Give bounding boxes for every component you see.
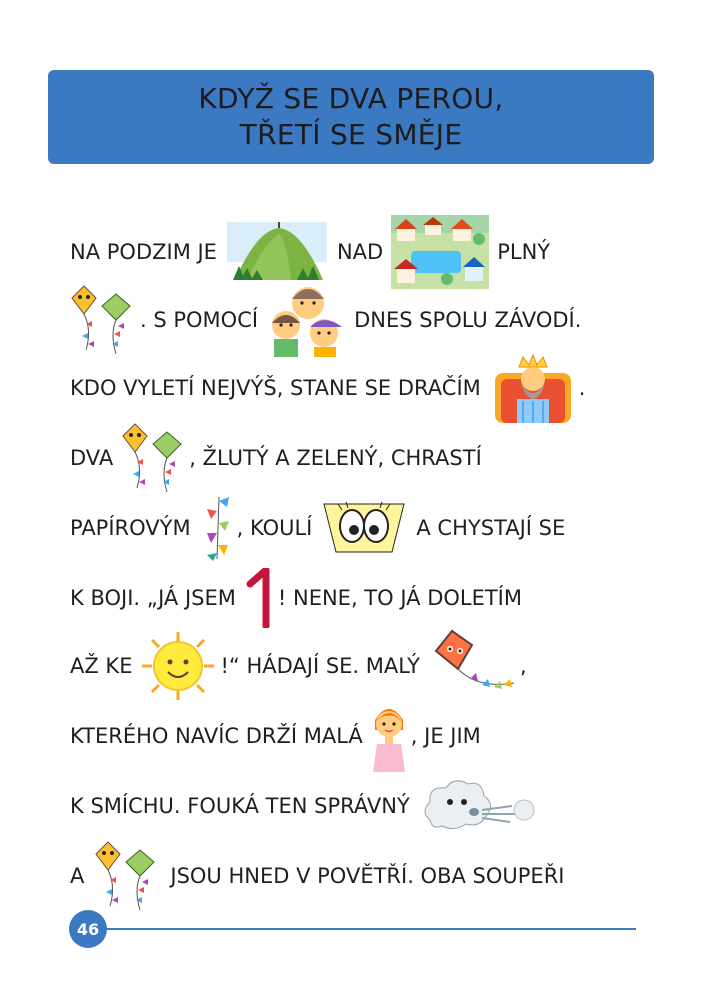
story-line-2 bbox=[70, 290, 670, 350]
two-kites-icon bbox=[121, 422, 187, 494]
line-7-text-2: !“ HÁDAJÍ SE. MALÝ bbox=[220, 654, 420, 678]
king-icon bbox=[491, 353, 575, 423]
line-8-text-1: KTERÉHO NAVÍC DRŽÍ MALÁ bbox=[70, 724, 363, 748]
kite-tail-icon bbox=[195, 495, 237, 561]
line-5-text-3: A CHYSTAJÍ SE bbox=[416, 516, 566, 540]
two-kites-icon bbox=[70, 284, 136, 356]
line-5-text-1: PAPÍROVÝM bbox=[70, 516, 191, 540]
footer-rule bbox=[104, 928, 636, 930]
title-line-2: TŘETÍ SE SMĚJE bbox=[239, 118, 463, 151]
wind-cloud-icon bbox=[420, 776, 538, 836]
village-icon bbox=[391, 215, 489, 289]
eyes-icon bbox=[322, 500, 406, 556]
line-10-text-2: JSOU HNED V POVĚTŘÍ. OBA SOUPEŘI bbox=[170, 864, 565, 888]
line-8-text-2: , JE JIM bbox=[410, 724, 481, 748]
small-kite-icon bbox=[428, 629, 518, 703]
line-6-text-2: ! NENE, TO JÁ DOLETÍM bbox=[277, 586, 522, 610]
line-10-text-1: A bbox=[70, 864, 85, 888]
title-banner bbox=[48, 70, 654, 164]
line-9-text-1: K SMÍCHU. FOUKÁ TEN SPRÁVNÝ bbox=[70, 794, 410, 818]
two-kites-icon bbox=[94, 840, 160, 912]
line-1-text-2: NAD bbox=[336, 240, 384, 264]
story-line-4 bbox=[70, 428, 670, 488]
line-2-text-2: DNES SPOLU ZÁVODÍ. bbox=[354, 308, 582, 332]
line-4-text-1: DVA bbox=[70, 446, 114, 470]
girl-icon bbox=[369, 700, 409, 772]
story-line-7 bbox=[70, 636, 670, 696]
story-line-1 bbox=[70, 222, 670, 282]
children-icon bbox=[264, 283, 348, 357]
line-1-text-3: PLNÝ bbox=[497, 240, 551, 264]
page-number: 46 bbox=[69, 910, 107, 948]
story-line-8 bbox=[70, 706, 670, 766]
hill-icon bbox=[227, 222, 327, 282]
line-4-text-2: , ŽLUTÝ A ZELENÝ, CHRASTÍ bbox=[189, 446, 482, 470]
line-5-text-2: , KOULÍ bbox=[236, 516, 313, 540]
line-7-text-1: AŽ KE bbox=[70, 654, 133, 678]
story-line-6 bbox=[70, 568, 670, 628]
line-1-text-1: NA PODZIM JE bbox=[70, 240, 217, 264]
number-one-icon bbox=[246, 568, 274, 628]
sun-icon bbox=[138, 630, 218, 702]
line-7-text-3: , bbox=[520, 654, 527, 678]
line-2-text-1: . S POMOCÍ bbox=[140, 308, 259, 332]
story-line-3 bbox=[70, 358, 670, 418]
story-line-5 bbox=[70, 498, 670, 558]
line-6-text-1: K BOJI. „JÁ JSEM bbox=[70, 586, 236, 610]
story-line-9 bbox=[70, 776, 670, 836]
line-3-text-1: KDO VYLETÍ NEJVÝŠ, STANE SE DRAČÍM bbox=[70, 376, 481, 400]
line-3-text-2: . bbox=[578, 376, 586, 400]
story-line-10 bbox=[70, 846, 670, 906]
title-line-1: KDYŽ SE DVA PEROU, bbox=[198, 82, 504, 115]
